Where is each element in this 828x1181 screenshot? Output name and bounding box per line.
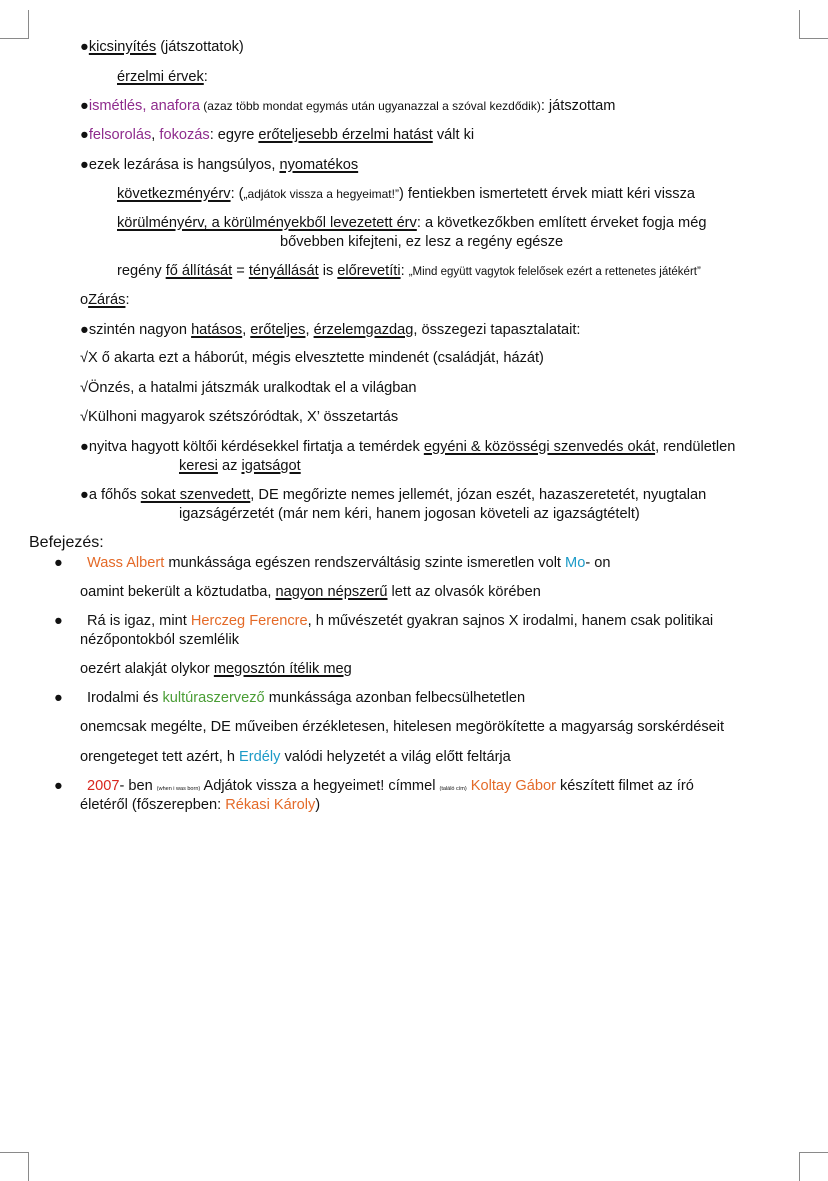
bullet-herczeg-cont: nézőpontokból szemlélik — [80, 632, 239, 648]
sub-kozudat: oamint bekerült a köztudatba, nagyon népszerű lett az olvasók körében — [80, 584, 541, 600]
line-erzelmi-ervek: érzelmi érvek: — [117, 69, 208, 85]
line-koltoi-kerdesek-cont: keresi az igatságot — [179, 458, 301, 474]
line-haboru: √X ő akarta ezt a háborút, mégis elvesztette mindenét (családját, házát) — [80, 350, 544, 366]
line-kovetkezmenyerv: következményérv: („adjátok vissza a hegyeimat!”) fentiekben ismertetett érvek miatt kéri vissza — [117, 186, 695, 202]
crop-mark-bottom-right — [799, 1152, 828, 1181]
crop-mark-top-left — [0, 10, 29, 39]
bullet-herczeg: ● Rá is igaz, mint Herczeg Ferencre, h művészetét gyakran sajnos X irodalmi, hanem csak politikai — [54, 613, 714, 629]
line-korulmenyerv: körülményérv, a körülményekből levezetett érv: a következőkben említett érveket fogja még — [117, 215, 707, 231]
line-lezaras: ●ezek lezárása is hangsúlyos, nyomatékos — [80, 157, 359, 173]
bullet-wass-albert: ● Wass Albert munkássága egészen rendszerváltásig szinte ismeretlen volt Mo- on — [54, 555, 611, 571]
crop-mark-bottom-left — [0, 1152, 29, 1181]
line-koltoi-kerdesek: ●nyitva hagyott költői kérdésekkel firtatja a temérdek egyéni & közösségi szenvedés okát, rendületlen — [80, 439, 736, 455]
line-regeny-allitas: regény fő állítását = tényállását is előrevetíti: „Mind együtt vagytok felelősek ezért a rettenetes játékért” — [117, 263, 701, 279]
line-korulmenyerv-cont: bővebben kifejteni, ez lesz a regény egésze — [280, 234, 564, 250]
line-fohos: ●a főhős sokat szenvedett, DE megőrizte nemes jellemét, józan eszét, hazaszeretetét, nyugtalan — [80, 487, 707, 503]
bullet-film-2007: ● 2007- ben (when i was born) Adjátok vissza a hegyeimet! címmel (találó cím) Koltay Gábor készített filmet az író — [54, 778, 694, 794]
section-heading-befejezes: Befejezés: — [29, 534, 104, 551]
line-ismetles: ●ismétlés, anafora (azaz több mondat egymás után ugyanazzal a szóval kezdődik): játszottam — [80, 98, 616, 114]
line-fohos-cont: igazságérzetét (már nem kéri, hanem jogosan követeli az igazságtételt) — [179, 506, 640, 522]
bullet-film-cont: életéről (főszerepben: Rékasi Károly) — [80, 797, 321, 813]
sub-sorskerdesek: onemcsak megélte, DE műveiben érzékletesen, hitelesen megörökítette a magyarság sorskérdéseit — [80, 719, 725, 735]
line-felsorolas: ●felsorolás, fokozás: egyre erőteljesebb érzelmi hatást vált ki — [80, 127, 475, 143]
line-kulhoni: √Külhoni magyarok szétszóródtak, X’ összetartás — [80, 409, 399, 425]
line-onzes: √Önzés, a hatalmi játszmák uralkodtak el a világban — [80, 380, 417, 396]
line-szinten: ●szintén nagyon hatásos, erőteljes, érzelemgazdag, összegezi tapasztalatait: — [80, 322, 581, 338]
line-kicsinyites: ●kicsinyítés (játszottatok) — [80, 39, 244, 55]
bullet-kulturaszervezo: ● Irodalmi és kultúraszervező munkássága azonban felbecsülhetetlen — [54, 690, 526, 706]
sub-erdely: orengeteget tett azért, h Erdély valódi helyzetét a világ előtt feltárja — [80, 749, 511, 765]
sub-megoszton: oezért alakját olykor megosztón ítélik meg — [80, 661, 352, 677]
crop-mark-top-right — [799, 10, 828, 39]
line-zaras: oZárás: — [80, 292, 130, 308]
